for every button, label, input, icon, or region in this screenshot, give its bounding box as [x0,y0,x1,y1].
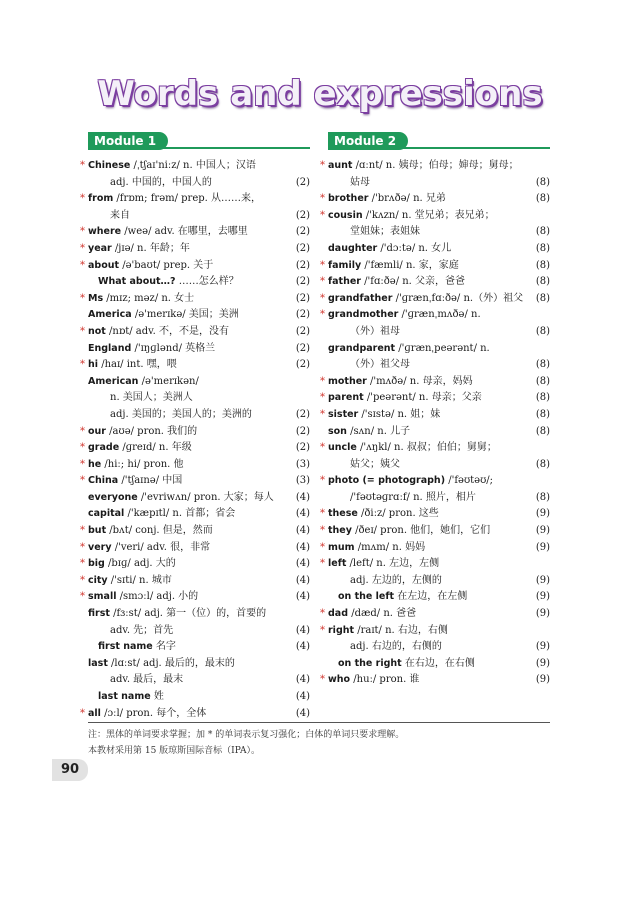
vocab-entry-line [88,623,310,640]
vocab-definition: /sʌn/ n. 儿子 [346,425,411,437]
page-title: Words and expressions [97,74,543,114]
vocab-entry-line [88,175,310,192]
unit-reference: (9) [535,525,550,537]
module-2-word-list [320,158,550,689]
vocab-definition: /'fæmli/ n. 家，家庭 [361,259,459,271]
vocab-definition: /raɪt/ n. 右边，右侧 [354,624,448,636]
unit-reference: (9) [535,608,550,620]
vocab-entry-line [320,274,550,291]
vocab-definition: n. 美国人；美洲人 [110,392,193,404]
vocab-entry-line [88,490,310,507]
vocab-entry-line [328,589,550,606]
vocab-word: all [88,707,101,719]
vocab-word: grade [88,442,120,454]
unit-reference: (8) [535,176,550,188]
unit-reference: (8) [535,408,550,420]
vocab-word: dad [328,608,349,620]
review-star-icon: * [320,259,325,271]
review-star-icon: * [80,292,85,304]
unit-reference: (9) [535,657,550,669]
vocab-word: cousin [328,209,363,221]
vocab-definition: /nɒt/ adv. 不，不是，没有 [105,325,229,337]
review-star-icon: * [80,193,85,205]
vocab-entry-line [80,158,310,175]
vocab-entry-line [328,457,550,474]
vocab-entry-line [88,689,310,706]
vocab-word: grandfather [328,292,393,304]
vocab-word: parent [328,392,364,404]
vocab-definition: adv. 先；首先 [110,624,174,636]
review-star-icon: * [80,541,85,553]
vocab-entry-line [328,639,550,656]
unit-reference: (2) [295,209,310,221]
vocab-definition: 在右边，在右侧 [401,657,475,669]
vocab-definition: 名字 [152,641,176,653]
vocab-word: grandmother [328,309,399,321]
footnote [88,722,550,759]
vocab-entry-line [80,241,310,258]
module-1-column [80,132,310,722]
vocab-word: on the left [338,591,395,603]
vocab-definition: /ə'baʊt/ prep. 关于 [119,259,214,271]
review-star-icon: * [80,359,85,371]
vocab-definition: /'kæpɪtl/ n. 首都；省会 [124,508,236,520]
vocab-definition: /fɜːst/ adj. 第一（位）的，首要的 [109,608,267,620]
vocab-definition: /'sɪti/ n. 城市 [107,574,172,586]
vocab-definition: /'brʌðə/ n. 兄弟 [368,193,446,205]
vocab-definition: /ə'merɪkə/ 美国；美洲 [131,309,239,321]
unit-reference: (4) [295,491,310,503]
unit-reference: (9) [535,508,550,520]
vocab-definition: 来自 [110,209,130,221]
unit-reference: (9) [535,674,550,686]
vocab-entry-line [320,191,550,208]
vocab-definition: /mɪz; məz/ n. 女士 [103,292,195,304]
vocab-definition: 姑父；姨父 [350,458,400,470]
review-star-icon: * [320,442,325,454]
vocab-entry-line [320,623,550,640]
vocab-word: but [88,525,107,537]
unit-reference: (2) [295,292,310,304]
unit-reference: (2) [295,342,310,354]
vocab-entry-line [88,506,310,523]
review-star-icon: * [80,242,85,254]
unit-reference: (4) [295,674,310,686]
vocab-word: mother [328,375,367,387]
vocab-entry-line [80,556,310,573]
vocab-definition: 在左边，在左侧 [394,591,468,603]
footnote-line-1: 注：黑体的单词要求掌握；加 * 的单词表示复习强化；白体的单词只要求理解。 [88,730,405,740]
unit-reference: (4) [295,624,310,636]
unit-reference: (9) [535,591,550,603]
vocab-entry-line [88,374,310,391]
unit-reference: (2) [295,309,310,321]
vocab-definition: /'fɑːðə/ n. 父亲，爸爸 [360,276,466,288]
vocab-entry-line [328,224,550,241]
vocab-entry-line [320,606,550,623]
vocab-word: who [328,674,351,686]
vocab-entry-line [80,589,310,606]
vocab-entry-line [328,573,550,590]
vocab-word: last [88,657,108,669]
unit-reference: (2) [295,408,310,420]
vocab-word: left [328,558,347,570]
vocab-word: family [328,259,362,271]
vocab-entry-line [80,324,310,341]
vocab-entry-line [320,540,550,557]
review-star-icon: * [320,160,325,171]
vocab-entry-line [328,175,550,192]
vocab-entry-line [80,440,310,457]
review-star-icon: * [320,392,325,404]
vocab-word: last name [98,691,151,702]
vocab-definition: /aʊə/ pron. 我们的 [105,425,198,437]
unit-reference: (4) [295,525,310,537]
review-star-icon: * [80,475,85,487]
unit-reference: (2) [295,325,310,337]
vocab-word: Ms [88,292,104,304]
vocab-definition: /'dɔːtə/ n. 女儿 [377,242,452,254]
vocab-entry-line [320,291,550,308]
vocab-entry-line [80,191,310,208]
vocab-entry-line [88,274,310,291]
vocab-entry-line [88,341,310,358]
vocab-word: city [88,574,108,586]
vocab-entry-line [88,307,310,324]
vocab-word: where [88,226,122,238]
vocab-word: first name [98,641,153,653]
vocab-word: first [88,608,110,620]
unit-reference: (4) [295,558,310,570]
vocab-word: on the right [338,657,402,669]
vocab-entry-line [328,241,550,258]
vocab-word: photo (= photograph) [328,475,446,487]
module-2-header [328,132,550,150]
vocab-definition: /'veri/ adv. 很，非常 [111,541,211,553]
review-star-icon: * [320,608,325,620]
footnote-line-2: 本教材采用第 15 版琼斯国际音标（IPA）。 [88,746,260,756]
vocab-entry-line [88,672,310,689]
vocab-entry-line [320,473,550,490]
module-2-column [320,132,550,689]
vocab-definition: （外）祖母 [350,325,400,337]
vocab-definition: /ɑːnt/ n. 姨母；伯母；婶母；舅母； [352,160,519,171]
vocab-word: big [88,558,105,570]
vocab-entry-line [88,390,310,407]
unit-reference: (4) [295,691,310,702]
vocab-definition: /'evriwʌn/ pron. 大家；每人 [137,491,274,503]
unit-reference: (8) [535,458,550,470]
review-star-icon: * [320,674,325,686]
review-star-icon: * [320,475,325,487]
vocab-entry-line [320,208,550,225]
vocab-entry-line [320,307,550,324]
vocab-entry-line [320,390,550,407]
vocab-word: very [88,541,112,553]
unit-reference: (9) [535,541,550,553]
vocab-definition: adj. 美国的；美国人的；美洲的 [110,408,252,420]
review-star-icon: * [80,525,85,537]
vocab-definition: /'ɡrænˌpeərənt/ n. [395,342,490,354]
unit-reference: (8) [535,392,550,404]
review-star-icon: * [320,292,325,304]
vocab-definition: /'ɪŋɡlənd/ 英格兰 [131,342,216,354]
unit-reference: (4) [295,541,310,553]
vocab-definition: /'peərənt/ n. 母亲；父亲 [363,392,482,404]
vocab-definition: adj. 右边的，右侧的 [350,641,442,653]
vocab-entry-line [80,523,310,540]
unit-reference: (2) [295,425,310,437]
vocab-entry-line [328,341,550,358]
review-star-icon: * [320,276,325,288]
review-star-icon: * [80,325,85,337]
vocab-word: American [88,375,139,387]
vocab-entry-line [80,357,310,374]
review-star-icon: * [320,408,325,420]
vocab-definition: /ɔːl/ pron. 每个，全体 [100,707,207,719]
vocab-entry-line [80,473,310,490]
vocab-entry-line [80,706,310,723]
vocab-definition: /smɔːl/ adj. 小的 [116,591,199,603]
vocab-definition: /'ʌŋkl/ n. 叔叔；伯伯；舅舅； [356,442,497,454]
vocab-definition: adv. 最后，最末 [110,674,184,686]
vocab-definition: /lɑːst/ adj. 最后的，最末的 [107,657,235,669]
vocab-entry-line [320,672,550,689]
vocab-word: son [328,425,347,437]
vocab-definition: /ðeɪ/ pron. 他们，她们，它们 [351,525,491,537]
vocab-definition: /bʌt/ conj. 但是，然而 [106,525,213,537]
unit-reference: (8) [535,193,550,205]
vocab-word: right [328,624,355,636]
vocab-word: they [328,525,352,537]
review-star-icon: * [80,574,85,586]
vocab-word: grandparent [328,342,396,354]
vocab-entry-line [320,158,550,175]
vocab-word: from [88,193,114,205]
vocab-word: year [88,242,112,254]
review-star-icon: * [320,558,325,570]
unit-reference: (9) [535,574,550,586]
vocab-entry-line [328,357,550,374]
module-2-label: Module 2 [328,132,408,150]
review-star-icon: * [80,707,85,719]
vocab-entry-line [320,523,550,540]
vocab-word: everyone [88,491,138,503]
vocab-entry-line [80,224,310,241]
vocab-word: mum [328,541,355,553]
unit-reference: (8) [535,425,550,437]
vocab-word: father [328,276,361,288]
review-star-icon: * [80,160,85,171]
vocab-definition: /left/ n. 左边，左侧 [346,558,440,570]
vocab-definition: /frɒm; frəm/ prep. 从……来， [113,193,261,205]
vocab-definition: 姑母 [350,176,370,188]
review-star-icon: * [320,525,325,537]
review-star-icon: * [320,309,325,321]
vocab-word: sister [328,408,359,420]
vocab-definition: /jɪə/ n. 年龄；年 [111,242,190,254]
unit-reference: (8) [535,359,550,371]
vocab-definition: /'kʌzn/ n. 堂兄弟；表兄弟； [362,209,495,221]
vocab-entry-line [320,506,550,523]
vocab-word: daughter [328,242,378,254]
vocab-word: hi [88,359,99,371]
vocab-entry-line [80,258,310,275]
vocab-definition: （外）祖父母 [350,359,410,371]
vocab-definition: /ɡreɪd/ n. 年级 [119,442,192,454]
review-star-icon: * [80,425,85,437]
page-number: 90 [52,759,88,781]
vocab-word: about [88,259,120,271]
unit-reference: (8) [535,276,550,288]
vocab-definition: adj. 中国的，中国人的 [110,176,212,188]
vocab-entry-line [328,490,550,507]
vocab-word: Chinese [88,160,131,171]
module-1-word-list [80,158,310,722]
unit-reference: (2) [295,276,310,288]
module-1-header [88,132,310,150]
vocab-entry-line [80,540,310,557]
review-star-icon: * [80,259,85,271]
review-star-icon: * [320,375,325,387]
vocab-definition: /'ɡrænˌfɑːðə/ n.（外）祖父 [392,292,524,304]
vocab-word: small [88,591,117,603]
vocab-word: China [88,475,119,487]
vocab-word: our [88,425,106,437]
vocab-word: he [88,458,102,470]
vocab-definition: /ðiːz/ pron. 这些 [357,508,439,520]
vocab-definition: /'tʃaɪnə/ 中国 [118,475,183,487]
vocab-definition: /'fəʊtəʊ/; [445,475,494,487]
vocab-definition: /huː/ pron. 谁 [350,674,420,686]
unit-reference: (2) [295,359,310,371]
module-1-label: Module 1 [88,132,168,150]
unit-reference: (2) [295,259,310,271]
unit-reference: (4) [295,707,310,719]
vocab-definition: /ˌtʃaɪ'niːz/ n. 中国人；汉语 [130,160,256,171]
vocab-definition: /mʌm/ n. 妈妈 [354,541,426,553]
review-star-icon: * [80,591,85,603]
vocab-definition: /weə/ adv. 在哪里，去哪里 [121,226,248,238]
unit-reference: (2) [295,226,310,238]
vocab-entry-line [88,208,310,225]
vocab-definition: ……怎么样？ [175,276,239,288]
unit-reference: (2) [295,176,310,188]
review-star-icon: * [80,442,85,454]
unit-reference: (4) [295,508,310,520]
vocab-definition: /'ɡrænˌmʌðə/ n. [398,309,481,321]
vocab-definition: 姓 [150,691,164,702]
unit-reference: (4) [295,591,310,603]
review-star-icon: * [80,226,85,238]
unit-reference: (8) [535,226,550,238]
vocab-entry-line [88,656,310,673]
vocab-word: these [328,508,358,520]
vocab-definition: 堂姐妹；表姐妹 [350,226,420,238]
unit-reference: (8) [535,325,550,337]
vocab-entry-line [320,258,550,275]
vocab-entry-line [88,639,310,656]
vocab-entry-line [88,606,310,623]
vocab-word: brother [328,193,369,205]
review-star-icon: * [80,558,85,570]
vocab-entry-line [80,573,310,590]
unit-reference: (4) [295,574,310,586]
vocab-word: What about…? [98,276,176,288]
vocab-definition: /'fəʊtəɡrɑːf/ n. 照片，相片 [350,491,476,503]
vocab-definition: /dæd/ n. 爸爸 [348,608,417,620]
vocab-entry-line [320,374,550,391]
vocab-entry-line [328,324,550,341]
vocab-definition: /bɪɡ/ adj. 大的 [104,558,176,570]
unit-reference: (9) [535,641,550,653]
vocab-definition: /hiː; hi/ pron. 他 [101,458,184,470]
vocab-entry-line [80,424,310,441]
vocab-entry-line [320,556,550,573]
vocab-definition: adj. 左边的，左侧的 [350,574,442,586]
vocab-word: uncle [328,442,357,454]
vocab-entry-line [80,457,310,474]
unit-reference: (3) [295,475,310,487]
review-star-icon: * [80,458,85,470]
review-star-icon: * [320,193,325,205]
unit-reference: (8) [535,375,550,387]
unit-reference: (8) [535,242,550,254]
review-star-icon: * [320,508,325,520]
vocab-word: England [88,342,132,354]
unit-reference: (2) [295,442,310,454]
vocab-definition: /'sɪstə/ n. 姐；妹 [358,408,441,420]
vocab-word: capital [88,508,125,520]
review-star-icon: * [320,541,325,553]
vocab-entry-line [88,407,310,424]
vocab-word: aunt [328,160,353,171]
vocab-definition: /'mʌðə/ n. 母亲，妈妈 [366,375,473,387]
vocab-definition: /haɪ/ int. 嘿，喂 [98,359,177,371]
vocab-word: not [88,325,106,337]
vocab-word: America [88,309,132,321]
unit-reference: (8) [535,292,550,304]
unit-reference: (3) [295,458,310,470]
vocab-entry-line [320,407,550,424]
vocab-entry-line [328,424,550,441]
vocab-entry-line [328,656,550,673]
review-star-icon: * [320,209,325,221]
review-star-icon: * [320,624,325,636]
unit-reference: (4) [295,641,310,653]
unit-reference: (8) [535,491,550,503]
vocab-entry-line [320,440,550,457]
unit-reference: (8) [535,259,550,271]
vocab-definition: /ə'merɪkən/ [138,375,199,387]
vocab-entry-line [80,291,310,308]
unit-reference: (2) [295,242,310,254]
